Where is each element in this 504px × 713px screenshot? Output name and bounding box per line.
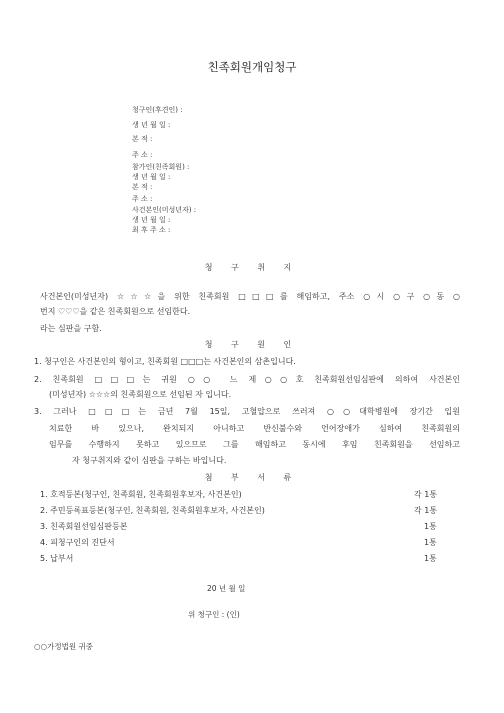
attachment-count: 각 1통	[414, 506, 438, 515]
grounds-item-3-line-1: 3. 그러나 □□□는 금년 7월 15일, 고혈압으로 쓰러져 ○○대학병원에 장기간 입원	[34, 407, 460, 416]
grounds-item-1: 1. 청구인은 사건본인의 형이고, 친족회원 □□□는 사건본인의 삼촌입니다.	[34, 357, 296, 366]
principal-label: 사건본인(미성년자) :	[132, 206, 197, 214]
principal-last-address-label: 최 후 주 소 :	[132, 226, 171, 234]
purpose-line-1: 사건본인(미성년자) ☆☆☆을 위한 친족회원 □□□를 해임하고, 주소 ○시 ○구 ○동 ○	[40, 292, 460, 301]
grounds-heading: 청 구 원 인	[204, 340, 300, 349]
attachment-count: 1통	[424, 522, 437, 531]
court-addressee: ○○가정법원 귀중	[34, 642, 93, 651]
petitioner-birth-label: 생 년 월 일 :	[132, 121, 171, 129]
grounds-item-3-line-4: 자 청구취지와 같이 심판을 구하는 바입니다.	[72, 456, 227, 465]
petitioner-address-label: 주 소 :	[132, 151, 153, 159]
document-title: 친족회원개임청구	[207, 60, 297, 74]
attachment-item	[40, 553, 450, 565]
grounds-item-3-line-3: 임무를 수행하지 못하고 있으므로 그를 해임하고 동시에 후임 친족회원을 선임하고	[49, 440, 460, 449]
grounds-item-3-line-2: 치료한 바 있으나, 완치되지 아니하고 반신불수와 언어장애가 심하여 친족회원의	[49, 424, 460, 433]
grounds-item-2-line-2: (미성년자) ☆☆☆의 친족회원으로 선임된 자 입니다.	[49, 390, 232, 399]
attachment-name: 1. 호적등본(청구인, 친족회원, 친족회원후보자, 사건본인)	[40, 490, 242, 499]
participant-address-label: 주 소 :	[132, 195, 153, 203]
attachment-item	[40, 521, 450, 533]
purpose-line-3: 라는 심판을 구함.	[40, 324, 102, 333]
purpose-heading: 청 구 취 지	[204, 263, 300, 272]
attachment-item	[40, 489, 450, 501]
attachment-name: 4. 피청구인의 진단서	[40, 538, 115, 547]
petitioner-domicile-label: 본 적 :	[132, 135, 153, 143]
purpose-line-2: 번지 ♡♡♡을 같은 친족회원으로 선임한다.	[40, 307, 191, 316]
date-line: 20 년 월 일	[207, 584, 246, 593]
attachment-item	[40, 505, 450, 517]
attachment-item	[40, 537, 450, 549]
principal-birth-label: 생 년 월 일 :	[132, 216, 171, 224]
participant-birth-label: 생 년 월 일 :	[132, 173, 171, 181]
attachment-name: 3. 친족회원선임심판등본	[40, 522, 128, 531]
attachment-name: 2. 주민등록표등본(청구인, 친족회원, 친족회원후보자, 사건본인)	[40, 506, 265, 515]
attachments-heading: 첨 부 서 류	[204, 473, 300, 482]
participant-label: 참가인(친족회원) :	[132, 163, 190, 171]
participant-domicile-label: 본 적 :	[132, 183, 153, 191]
grounds-item-2-line-1: 2. 친족회원 □□□는 귀원 ○○ 느 제○○호 친족회원선임심판에 의하여 사건본인	[34, 375, 460, 384]
attachment-count: 1통	[424, 538, 437, 547]
attachment-count: 1통	[424, 554, 437, 563]
petitioner-label: 청구인(후견인) :	[132, 106, 183, 114]
attachment-count: 각 1통	[414, 490, 438, 499]
attachment-name: 5. 납부서	[40, 554, 74, 563]
signature-line: 위 청구인 : (인)	[188, 610, 240, 619]
